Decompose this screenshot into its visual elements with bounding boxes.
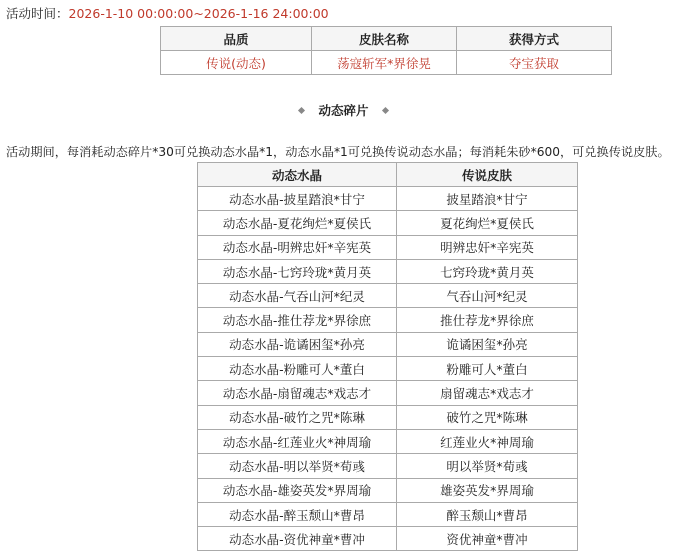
section-heading [0,100,687,120]
column-header-obtain-method: 获得方式 [457,27,612,51]
table-row [198,454,578,478]
legend-skin-cell: 披星踏浪*甘宁 [397,187,578,211]
column-header-legend-skin: 传说皮肤 [397,163,578,187]
legend-skin-cell: 醉玉颓山*曹昂 [397,502,578,526]
dynamic-crystal-cell: 动态水晶-破竹之咒*陈琳 [198,405,397,429]
legend-skin-cell: 夏花绚烂*夏侯氏 [397,211,578,235]
obtain-method-cell: 夺宝获取 [457,51,612,75]
exchange-table [197,162,578,551]
dynamic-crystal-cell: 动态水晶-夏花绚烂*夏侯氏 [198,211,397,235]
column-header-dynamic-crystal: 动态水晶 [198,163,397,187]
dynamic-crystal-cell: 动态水晶-明以举贤*荀彧 [198,454,397,478]
dynamic-crystal-cell: 动态水晶-推仕荐龙*界徐庶 [198,308,397,332]
legend-skin-cell: 明辨忠奸*辛宪英 [397,235,578,259]
table-row [198,502,578,526]
column-header-skin-name: 皮肤名称 [312,27,457,51]
legend-skin-cell: 诡谲困玺*孙亮 [397,332,578,356]
dynamic-crystal-cell: 动态水晶-扇留魂志*戏志才 [198,381,397,405]
activity-description: 活动期间，每消耗动态碎片*30可兑换动态水晶*1，动态水晶*1可兑换传说动态水晶；每消耗朱砂*600，可兑换传说皮肤。 [6,145,670,159]
dynamic-crystal-cell: 动态水晶-明辨忠奸*辛宪英 [198,235,397,259]
legend-skin-cell: 气吞山河*纪灵 [397,284,578,308]
table-row [198,284,578,308]
table-row [198,429,578,453]
quality-cell: 传说(动态) [161,51,312,75]
exchange-table-header-row [198,163,578,187]
table-row [198,211,578,235]
diamond-bullet-icon [298,106,305,113]
table-row [198,357,578,381]
legend-skin-cell: 破竹之咒*陈琳 [397,405,578,429]
dynamic-crystal-cell: 动态水晶-披星踏浪*甘宁 [198,187,397,211]
legend-skin-cell: 明以举贤*荀彧 [397,454,578,478]
dynamic-crystal-cell: 动态水晶-资优神童*曹冲 [198,527,397,551]
dynamic-crystal-cell: 动态水晶-醉玉颓山*曹昂 [198,502,397,526]
table-row [198,332,578,356]
column-header-quality: 品质 [161,27,312,51]
event-time-label: 活动时间： [6,6,69,21]
table-row [198,235,578,259]
table-row [198,478,578,502]
dynamic-crystal-cell: 动态水晶-红莲业火*神周瑜 [198,429,397,453]
event-time-value: 2026-1-10 00:00:00~2026-1-16 24:00:00 [68,6,329,21]
dynamic-crystal-cell: 动态水晶-七窍玲珑*黄月英 [198,259,397,283]
legend-skin-cell: 推仕荐龙*界徐庶 [397,308,578,332]
dynamic-crystal-cell: 动态水晶-粉雕可人*董白 [198,357,397,381]
table-row [198,259,578,283]
legend-skin-cell: 资优神童*曹冲 [397,527,578,551]
legend-skin-cell: 粉雕可人*董白 [397,357,578,381]
skin-name-cell: 荡寇斩军*界徐晃 [312,51,457,75]
dynamic-crystal-cell: 动态水晶-诡谲困玺*孙亮 [198,332,397,356]
section-title: 动态碎片 [318,103,369,118]
table-row [198,187,578,211]
skin-table [160,26,612,75]
event-time [6,4,329,24]
diamond-bullet-icon [381,106,388,113]
legend-skin-cell: 红莲业火*神周瑜 [397,429,578,453]
exchange-table-body [198,187,578,551]
dynamic-crystal-cell: 动态水晶-雄姿英发*界周瑜 [198,478,397,502]
legend-skin-cell: 雄姿英发*界周瑜 [397,478,578,502]
table-row [198,527,578,551]
legend-skin-cell: 扇留魂志*戏志才 [397,381,578,405]
table-row [198,308,578,332]
legend-skin-cell: 七窍玲珑*黄月英 [397,259,578,283]
dynamic-crystal-cell: 动态水晶-气吞山河*纪灵 [198,284,397,308]
table-row [161,51,612,75]
table-row [198,405,578,429]
skin-table-header-row [161,27,612,51]
table-row [198,381,578,405]
